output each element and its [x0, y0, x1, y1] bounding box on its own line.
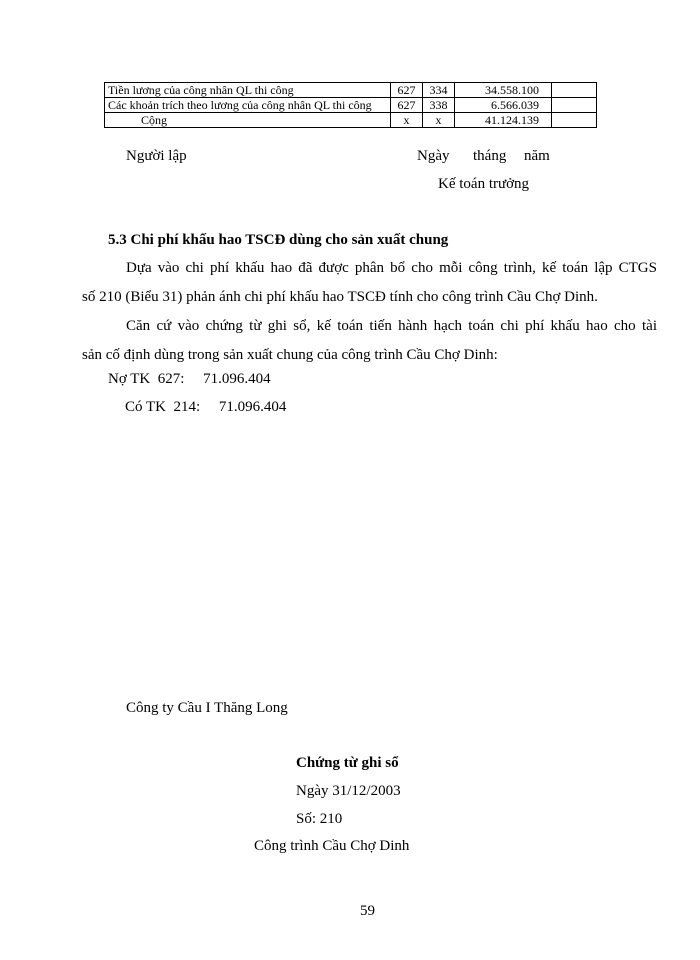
- voucher-number: Số: 210: [296, 811, 343, 827]
- table-row: [105, 83, 597, 98]
- date-month-label: tháng: [473, 148, 507, 164]
- paragraph-1-line-2: số 210 (Biểu 31) phản ánh chi phí khấu hao TSCĐ tính cho công trình Cầu Chợ Dinh.: [82, 289, 598, 305]
- date-day-label: Ngày: [417, 148, 450, 164]
- paragraph-2-line-1: Căn cứ vào chứng từ ghi sổ, kế toán tiến hành hạch toán chi phí khấu hao cho tài: [126, 318, 657, 334]
- total-credit-account: x: [423, 113, 455, 128]
- cost-table: [104, 82, 597, 128]
- page-number: 59: [360, 903, 375, 919]
- voucher-project: Công trình Cầu Chợ Dinh: [254, 838, 410, 854]
- row-debit-account: 627: [391, 83, 423, 98]
- row-description: [105, 98, 391, 113]
- table-row: [105, 98, 597, 113]
- total-extra: [552, 113, 597, 128]
- total-label: Cộng: [105, 113, 391, 128]
- total-debit-account: x: [391, 113, 423, 128]
- row-description-text: Các khoản trích theo lương của công nhân QL thi công: [108, 98, 372, 112]
- credit-entry: Có TK 214: 71.096.404: [125, 399, 287, 415]
- section-heading: 5.3 Chi phí khấu hao TSCĐ dùng cho sản xuất chung: [108, 232, 449, 248]
- row-amount: 34.558.100: [455, 83, 552, 98]
- preparer-label: Người lập: [126, 148, 187, 164]
- voucher-title: Chứng từ ghi sổ: [296, 755, 399, 771]
- row-extra: [552, 98, 597, 113]
- debit-entry: Nợ TK 627: 71.096.404: [108, 371, 271, 387]
- row-extra: [552, 83, 597, 98]
- company-name: Công ty Cầu I Thăng Long: [126, 700, 288, 716]
- date-year-label: năm: [524, 148, 550, 164]
- row-credit-account: 334: [423, 83, 455, 98]
- chief-accountant-label: Kế toán trưởng: [438, 176, 530, 192]
- total-amount: 41.124.139: [455, 113, 552, 128]
- row-amount: 6.566.039: [455, 98, 552, 113]
- voucher-date: Ngày 31/12/2003: [296, 783, 401, 799]
- row-description: Tiền lương của công nhân QL thi công: [105, 83, 391, 98]
- row-debit-account: 627: [391, 98, 423, 113]
- table-row-total: [105, 113, 597, 128]
- paragraph-1-line-1: Dựa vào chi phí khấu hao đã được phân bổ cho mỗi công trình, kế toán lập CTGS: [126, 260, 657, 276]
- row-credit-account: 338: [423, 98, 455, 113]
- paragraph-2-line-2: sản cố định dùng trong sản xuất chung của công trình Cầu Chợ Dinh:: [82, 347, 498, 363]
